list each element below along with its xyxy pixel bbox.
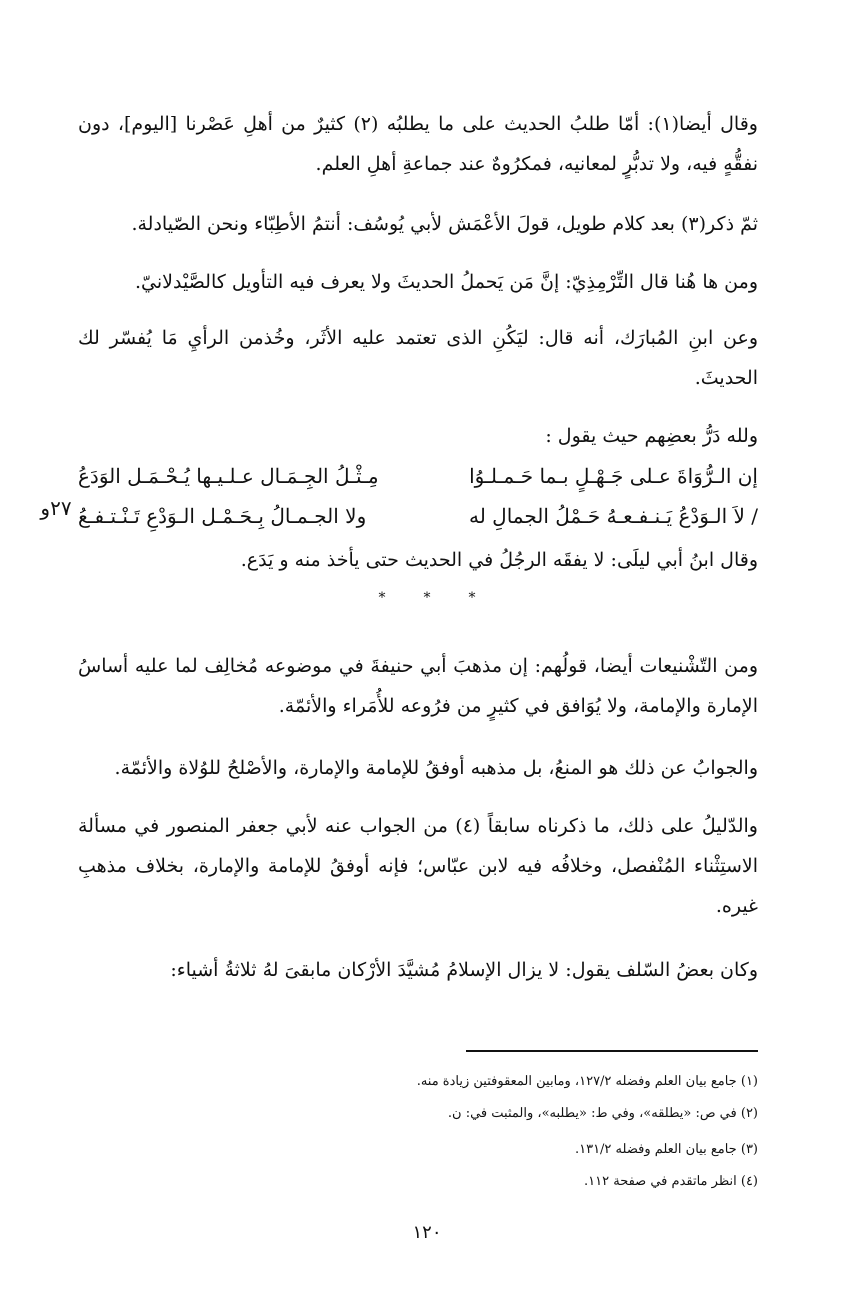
footnote-rule — [466, 1050, 758, 1052]
verse-hemistich-first: / لاَ الـوَدْعُ يَـنـفـعـهُ حَـمْلُ الجمالِ له — [469, 504, 758, 528]
footnote: (٤) انظر ماتقدم في صفحة ١١٢. — [584, 1174, 758, 1189]
paragraph: وعن ابنِ المُبارَك، أنه قال: ليَكُنِ الذى تعتمد عليه الأثَر، وخُذمن الرأيِ مَا يُفسّر لك الحديثَ. — [78, 327, 758, 389]
page-number: ١٢٠ — [412, 1222, 442, 1243]
verse-line — [78, 498, 758, 534]
verse-hemistich-first: إن الـرُّوَاةَ عـلى جَـهْـلٍ بـما حَـمـلـوُا — [469, 464, 758, 488]
verse-hemistich-second: ولا الجـمـالُ بِـحَـمْـل الـوَدْعِ تَـنْـتـفـعُ — [78, 504, 367, 528]
verse-intro: ولله دَرُّ بعضِهم حيث يقول : — [545, 425, 758, 447]
footnote: (٢) في ص: «يطلقه»، وفي ط: «يطلبه»، والمثبت في: ن. — [447, 1106, 758, 1121]
paragraph: ثمّ ذكر(٣) بعد كلام طويل، قولَ الأعْمَش لأبي يُوسُف: أنتمُ الأطِبّاء ونحن الصّيادلة. — [131, 213, 758, 235]
paragraph: ومن ها هُنا قال التِّرْمِذِيّ: إنَّ مَن يَحملُ الحديثَ ولا يعرف فيه التأويل كالصَّيْدلانيّ. — [134, 271, 758, 293]
separator-star: * — [423, 590, 431, 606]
verse-hemistich-second: مِـثْـلُ الجِـمَـال عـلـيـها يُـحْـمَـل الوَدَعُ — [78, 464, 379, 488]
paragraph: والدّليلُ على ذلك، ما ذكرناه سابقاً (٤) من الجواب عنه لأبي جعفر المنصور في مسألة الاستِثْناء المُنْفصل، وخلافُه فيه لابن عبّاس؛ فإنه أوفقُ للإمامة والإمارة، بخلاف مذهبِ غيره. — [78, 815, 758, 917]
paragraph: ومن التّشْنيعات أيضا، قولُهم: إن مذهبَ أبي حنيفةَ في موضوعه مُخالِف لما عليه أساسُ الإمارة والإمامة، ولا يُوَافق في كثيرٍ من فرُوعه للأُمَراء والأئمّة. — [78, 655, 758, 717]
verse-line — [78, 458, 758, 494]
separator-star: * — [378, 590, 386, 606]
section-separator — [0, 590, 854, 606]
paragraph: وكان بعضُ السّلف يقول: لا يزال الإسلامُ مُشيَّدَ الأرْكان مابقىَ لهُ ثلاثةُ أشياء: — [170, 959, 758, 981]
footnote: (٣) جامع بيان العلم وفضله ١٣١/٢. — [574, 1142, 758, 1157]
paragraph: والجوابُ عن ذلك هو المنعُ، بل مذهبه أوفقُ للإمامة والإمارة، والأصْلحُ للوُلاة والأئمّة. — [114, 757, 758, 779]
separator-star: * — [468, 590, 476, 606]
paragraph: وقال ابنُ أبي ليلَى: لا يفقَه الرجُلُ في الحديث حتى يأخذ منه و يَدَع. — [240, 549, 758, 571]
paragraph: وقال أيضا(١): أمّا طلبُ الحديث على ما يطلبُه (٢) كثيرٌ من أهلِ عَصْرنا [اليوم]، دون نفقُّهٍ فيه، ولا تدبُّرٍ لمعانيه، فمكرُوهٌ عند جماعةِ أهلِ العلم. — [78, 113, 758, 175]
footnote: (١) جامع بيان العلم وفضله ١٢٧/٢، ومابين المعقوفتين زيادة منه. — [416, 1074, 758, 1089]
manuscript-folio-marker: ٢٧و — [40, 496, 72, 520]
